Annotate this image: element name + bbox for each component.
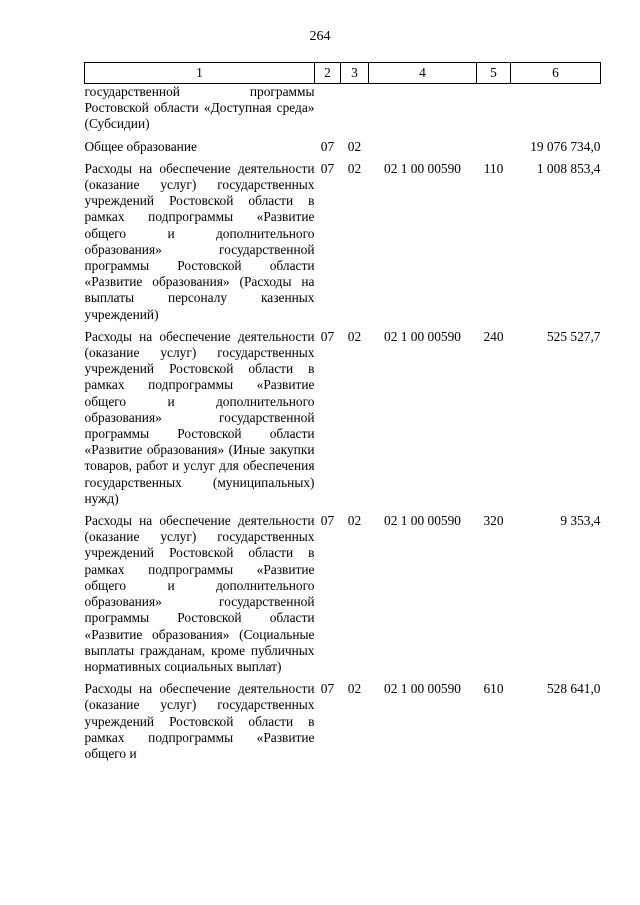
row-subsection: 02 [347, 681, 362, 697]
row-amount [511, 84, 601, 139]
row-expense-type: 610 [483, 681, 504, 697]
row-subsection: 02 [347, 138, 362, 154]
table-row [85, 161, 601, 329]
table-row [85, 139, 601, 161]
row-amount: 9 353,4 [560, 513, 601, 529]
row-section: 07 [320, 681, 335, 697]
row-name: Общее образование [84, 138, 197, 154]
row-target-code [369, 84, 477, 139]
row-subsection [341, 84, 369, 139]
row-amount: 525 527,7 [546, 328, 601, 344]
column-header: 1 [85, 63, 315, 84]
row-section: 07 [320, 513, 335, 529]
row-subsection: 02 [347, 328, 362, 344]
table-row [85, 681, 601, 768]
row-target-code: 02 1 00 00590 [384, 513, 461, 529]
row-target-code: 02 1 00 00590 [384, 160, 461, 176]
row-name: Расходы на обеспечение деятельности (оказание услуг) государственных учреждений Ростовской области в рамках подпрограммы «Развитие общего и дополнительного образования» государственной программы Ростовской области «Развитие образования» (Расходы на выплаты персоналу казенных учреждений) [84, 160, 315, 322]
row-expense-type [477, 139, 511, 161]
page-number: 264 [309, 29, 331, 44]
row-name: Расходы на обеспечение деятельности (оказание услуг) государственных учреждений Ростовской области в рамках подпрограммы «Развитие общего и дополнительного образования» государственной программы Ростовской области «Развитие образования» (Социальные выплаты гражданам, кроме публичных нормативных социальных выплат) [84, 513, 315, 674]
row-name: государственной программы Ростовской области «Доступная среда» (Субсидии) [84, 84, 315, 132]
column-header: 6 [511, 63, 601, 84]
row-section [315, 84, 341, 139]
table-row [85, 513, 601, 681]
row-target-code: 02 1 00 00590 [384, 681, 461, 697]
row-expense-type: 110 [483, 160, 504, 176]
row-expense-type [477, 84, 511, 139]
column-header: 3 [341, 63, 369, 84]
budget-table [84, 62, 601, 768]
column-header: 4 [369, 63, 477, 84]
row-section: 07 [320, 328, 335, 344]
table-row [85, 84, 601, 139]
row-amount: 1 008 853,4 [536, 160, 601, 176]
column-header: 5 [477, 63, 511, 84]
row-amount: 528 641,0 [546, 681, 601, 697]
row-target-code [369, 139, 477, 161]
row-subsection: 02 [347, 160, 362, 176]
row-section: 07 [320, 138, 335, 154]
column-header: 2 [315, 63, 341, 84]
row-subsection: 02 [347, 513, 362, 529]
row-target-code: 02 1 00 00590 [384, 328, 461, 344]
row-expense-type: 320 [483, 513, 504, 529]
row-amount: 19 076 734,0 [530, 138, 601, 154]
row-name: Расходы на обеспечение деятельности (оказание услуг) государственных учреждений Ростовской области в рамках подпрограммы «Развитие общего и [84, 681, 315, 761]
table-row [85, 329, 601, 513]
row-name: Расходы на обеспечение деятельности (оказание услуг) государственных учреждений Ростовской области в рамках подпрограммы «Развитие общего и дополнительного образования» государственной программы Ростовской области «Развитие образования» (Иные закупки товаров, работ и услуг для обеспечения государственных (муниципальных) нужд) [84, 328, 315, 506]
row-section: 07 [320, 160, 335, 176]
row-expense-type: 240 [483, 328, 504, 344]
table-header-row [85, 63, 601, 84]
